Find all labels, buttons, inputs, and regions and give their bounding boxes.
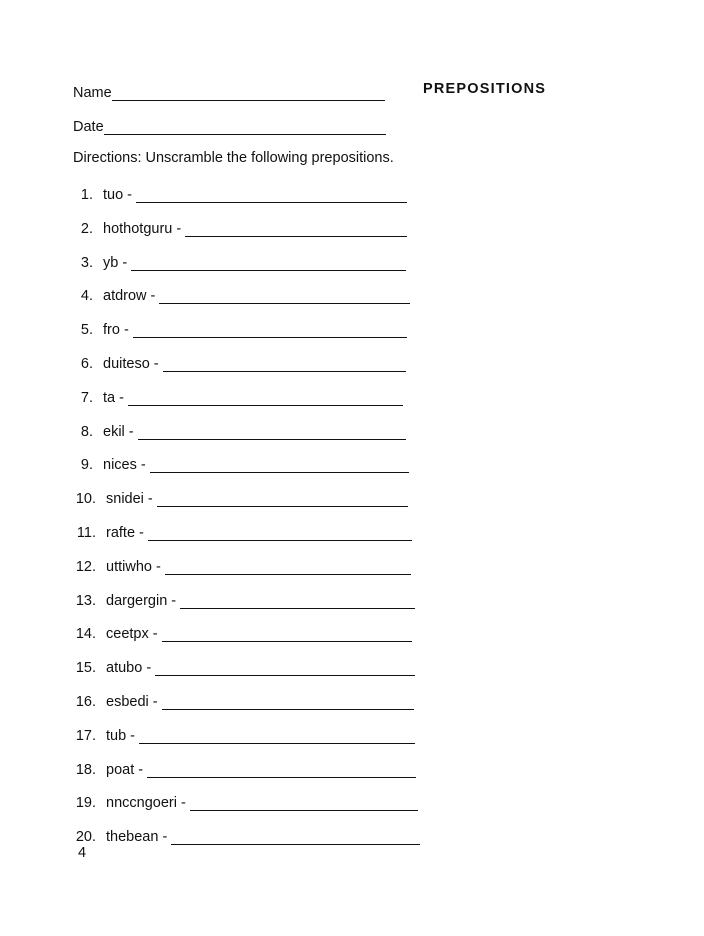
question-number: 2. bbox=[80, 220, 93, 237]
answer-blank-line[interactable] bbox=[139, 731, 415, 744]
question-item bbox=[0, 624, 412, 642]
question-number: 5. bbox=[80, 322, 93, 339]
scrambled-word: yb - bbox=[103, 254, 128, 271]
scrambled-word: duiteso - bbox=[103, 356, 159, 372]
scrambled-word: ekil - bbox=[103, 423, 134, 440]
question-item bbox=[0, 286, 410, 304]
question-item bbox=[0, 185, 407, 203]
question-item bbox=[0, 523, 412, 541]
directions-text: Directions: Unscramble the following prepositions. bbox=[73, 150, 394, 166]
name-label: Name bbox=[73, 85, 112, 101]
question-number: 3. bbox=[80, 254, 93, 271]
answer-blank-line[interactable] bbox=[131, 258, 406, 271]
name-field[interactable] bbox=[73, 85, 385, 101]
answer-blank-line[interactable] bbox=[163, 359, 406, 372]
scrambled-word: nices - bbox=[103, 457, 146, 474]
date-blank-line[interactable] bbox=[104, 120, 386, 135]
scrambled-word: tuo - bbox=[103, 187, 133, 203]
scrambled-word: snidei - bbox=[106, 491, 153, 508]
answer-blank-line[interactable] bbox=[180, 596, 415, 609]
scrambled-word: tub - bbox=[106, 727, 136, 744]
question-item bbox=[0, 422, 406, 440]
scrambled-word: poat - bbox=[106, 761, 144, 778]
question-number: 11. bbox=[76, 525, 96, 541]
question-number: 7. bbox=[80, 389, 93, 406]
question-number: 14. bbox=[75, 626, 96, 643]
question-number: 10. bbox=[75, 491, 96, 508]
scrambled-word: atubo - bbox=[106, 660, 152, 677]
question-number: 19. bbox=[75, 795, 96, 812]
answer-blank-line[interactable] bbox=[162, 697, 414, 710]
question-number: 6. bbox=[80, 356, 93, 372]
question-number: 18. bbox=[75, 761, 96, 778]
scrambled-word: esbedi - bbox=[106, 694, 158, 710]
answer-blank-line[interactable] bbox=[157, 494, 408, 507]
question-item bbox=[0, 760, 416, 778]
scrambled-word: dargergin - bbox=[106, 592, 177, 609]
question-number: 17. bbox=[75, 727, 96, 744]
answer-blank-line[interactable] bbox=[171, 832, 420, 845]
answer-blank-line[interactable] bbox=[190, 798, 418, 811]
question-item bbox=[0, 793, 418, 811]
answer-blank-line[interactable] bbox=[165, 562, 411, 575]
scrambled-word: nnccngoeri - bbox=[106, 795, 186, 812]
question-item bbox=[0, 827, 420, 845]
question-item bbox=[0, 219, 407, 237]
answer-blank-line[interactable] bbox=[138, 427, 406, 440]
question-item bbox=[0, 455, 409, 473]
question-number: 9. bbox=[80, 457, 93, 474]
question-item bbox=[0, 354, 406, 372]
answer-blank-line[interactable] bbox=[148, 528, 412, 541]
question-item bbox=[0, 692, 414, 710]
question-item bbox=[0, 253, 406, 271]
question-item bbox=[0, 591, 415, 609]
question-number: 12. bbox=[75, 558, 96, 575]
question-number: 16. bbox=[75, 694, 96, 710]
answer-blank-line[interactable] bbox=[147, 765, 416, 778]
scrambled-word: ceetpx - bbox=[106, 626, 158, 643]
answer-blank-line[interactable] bbox=[150, 460, 409, 473]
question-item bbox=[0, 658, 415, 676]
scrambled-word: fro - bbox=[103, 322, 129, 339]
question-number: 4. bbox=[80, 288, 93, 305]
answer-blank-line[interactable] bbox=[162, 629, 412, 642]
scrambled-word: atdrow - bbox=[103, 288, 156, 305]
scrambled-word: hothotguru - bbox=[103, 220, 182, 237]
question-item bbox=[0, 557, 411, 575]
answer-blank-line[interactable] bbox=[159, 291, 410, 304]
question-item bbox=[0, 320, 407, 338]
question-number: 1. bbox=[80, 187, 93, 203]
question-number: 20. bbox=[75, 829, 96, 846]
worksheet-title: PREPOSITIONS bbox=[423, 81, 547, 97]
question-number: 15. bbox=[75, 660, 96, 677]
scrambled-word: ta - bbox=[103, 389, 124, 406]
scrambled-word: uttiwho - bbox=[106, 558, 161, 575]
answer-blank-line[interactable] bbox=[155, 663, 415, 676]
answer-blank-line[interactable] bbox=[136, 190, 407, 203]
scrambled-word: thebean - bbox=[106, 829, 168, 846]
date-field[interactable] bbox=[73, 119, 386, 135]
question-number: 8. bbox=[80, 423, 93, 440]
answer-blank-line[interactable] bbox=[133, 325, 407, 338]
name-blank-line[interactable] bbox=[112, 86, 385, 101]
answer-blank-line[interactable] bbox=[185, 224, 407, 237]
question-item bbox=[0, 489, 408, 507]
question-number: 13. bbox=[75, 592, 96, 609]
scrambled-word: rafte - bbox=[106, 525, 144, 541]
answer-blank-line[interactable] bbox=[128, 393, 403, 406]
question-item bbox=[0, 388, 403, 406]
date-label: Date bbox=[73, 119, 104, 135]
page-number: 4 bbox=[78, 845, 87, 861]
question-item bbox=[0, 726, 415, 744]
